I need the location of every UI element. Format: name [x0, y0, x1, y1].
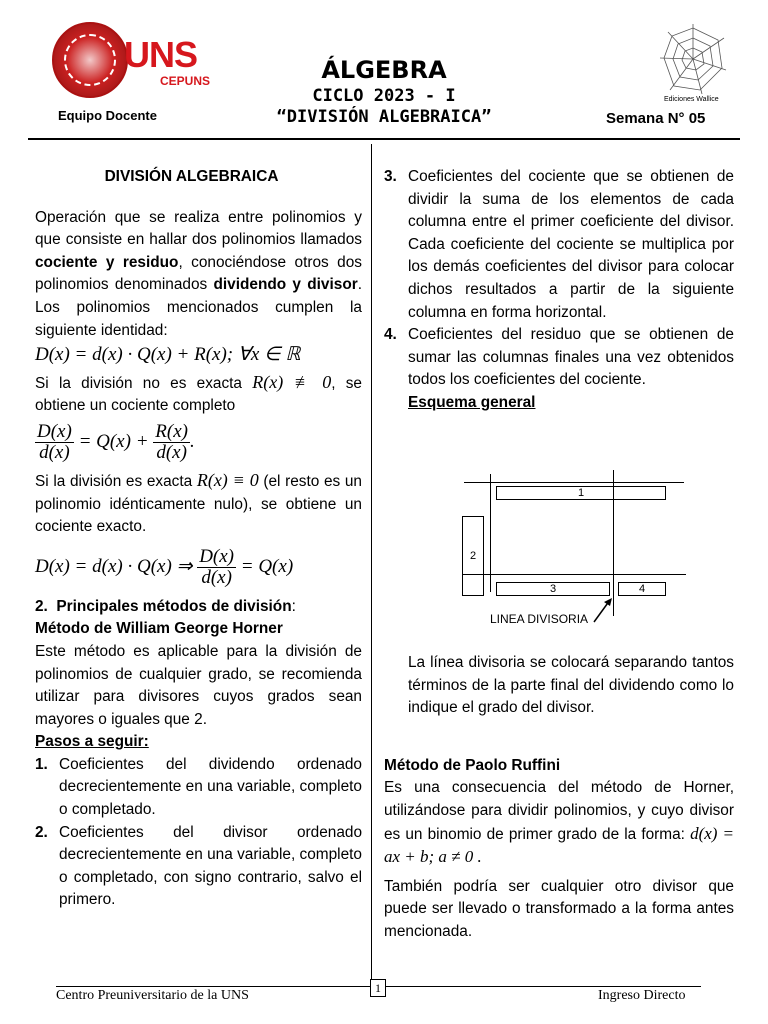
- exact-text-2: (el resto es un polinomio idénticamente nulo), se obtiene un cociente exacto.: [35, 472, 362, 536]
- right-column: [384, 166, 734, 415]
- quotient-term: = Q(x) +: [78, 430, 149, 452]
- frac-divisor: d(x): [156, 441, 187, 463]
- step-4-text: Coeficientes del residuo que se obtienen de sumar las columnas finales una vez obtenidos todos los coeficientes del cociente.: [408, 326, 734, 389]
- exact-fraction: [197, 547, 236, 588]
- step-2-text: Coeficientes del divisor ordenado decrecientemente en una variable, completo o completado, con signo contrario, salvo el primero.: [59, 823, 362, 909]
- frac-denominator: d(x): [39, 441, 70, 463]
- fraction-D-over-d: [35, 422, 74, 463]
- week-label: Semana N° 05: [606, 110, 706, 127]
- ruffini-extra: También podría ser cualquier otro divisor que puede ser llevado o transformado a la forma antes mencionada.: [384, 877, 734, 940]
- page-number: 1: [370, 979, 386, 997]
- team-label: Equipo Docente: [58, 108, 157, 123]
- exact-text: Si la división es exacta: [35, 472, 197, 490]
- spider-web-logo: [658, 20, 728, 98]
- inexact-paragraph: [35, 371, 362, 418]
- left-column: [35, 166, 362, 912]
- sub-brand: CEPUNS: [160, 74, 211, 88]
- exact-eq-right: = Q(x): [240, 555, 294, 577]
- divisor-line-text: La línea divisoria se colocará separando tantos términos de la parte final del dividendo como lo indique el grado del divisor.: [408, 654, 734, 717]
- ruffini-text-body: Es una consecuencia del método de Horner, utilizándose para dividir polinomios, y cuyo divisor es un binomio de primer grado de la forma:: [384, 779, 734, 843]
- step-2: 2. Coeficientes del divisor ordenado decrecientemente en una variable, completo o completado, con signo contrario, salvo el primero.: [35, 823, 362, 909]
- methods-title: Principales métodos de división: [56, 597, 292, 615]
- step-1-text: Coeficientes del dividendo ordenado decrecientemente en una variable, completo o completado.: [59, 755, 362, 819]
- box-4: 4: [618, 582, 666, 596]
- methods-number: 2.: [35, 597, 48, 615]
- horner-text: Este método es aplicable para la división de polinomios de cualquier grado, se recomienda utilizar para divisores cuyos grados sean mayores o iguales que 2.: [35, 642, 362, 728]
- intro-bold-quotient: cociente y residuo: [35, 253, 179, 271]
- methods-heading: [35, 596, 362, 619]
- box-2: 2: [462, 516, 484, 596]
- footer-right: Ingreso Directo: [598, 988, 686, 1003]
- horner-title: Método de William George Horner: [35, 620, 283, 638]
- box-3: 3: [496, 582, 610, 596]
- intro-paragraph: [35, 207, 362, 343]
- ruffini-formula: d(x) = ax + b; a ≠ 0 .: [384, 823, 735, 867]
- identity-equation: D(x) = d(x) · Q(x) + R(x); ∀x ∈ ℝ: [35, 344, 301, 366]
- diagram-bottom-line: [462, 574, 686, 575]
- right-column-lower: [384, 652, 734, 944]
- inexact-fraction-equation: $\frac{D(x)}{d(x)}$ = Q(x) + $\frac{R(x)}{d(x)}$ .: [37, 420, 195, 463]
- page-title: ÁLGEBRA: [321, 56, 447, 84]
- fraction-R-over-d: [153, 422, 190, 463]
- inexact-text: Si la división no es exacta: [35, 374, 253, 392]
- header-divider: [28, 138, 740, 140]
- step-3-text: Coeficientes del cociente que se obtienen de dividir la suma de los elementos de cada columna entre el primer coeficiente del divisor. Cada coeficiente del cociente se multiplica por los demás coeficientes del divisor para colocar dichos resultados a partir de la siguiente columna en forma horizontal.: [408, 168, 734, 321]
- column-divider: [371, 144, 372, 994]
- footer-left: Centro Preuniversitario de la UNS: [56, 988, 249, 1003]
- methods-colon: :: [291, 597, 296, 615]
- exact-condition: R(x) ≡ 0: [196, 469, 259, 490]
- intro-bold-dividend: dividendo y divisor: [213, 276, 358, 294]
- inexact-text-2: , se obtiene un cociente completo: [35, 374, 362, 415]
- section-heading: DIVISIÓN ALGEBRAICA: [104, 168, 279, 185]
- frac-remainder: R(x): [155, 420, 188, 442]
- arrow-icon: [590, 596, 620, 626]
- ruffini-text: [384, 777, 734, 869]
- step-1: 1. Coeficientes del dividendo ordenado decrecientemente en una variable, completo o completado.: [35, 755, 362, 819]
- diagram-top-line: [464, 482, 684, 483]
- ruffini-title: Método de Paolo Ruffini: [384, 756, 561, 774]
- intro-text-2: , conociéndose otros dos polinomios denominados: [35, 253, 362, 294]
- frac-numerator: D(x): [37, 420, 72, 442]
- publisher-caption: Ediciones Wallice: [664, 96, 719, 103]
- scheme-title: Esquema general: [408, 393, 536, 411]
- exact-eq-left: D(x) = d(x) · Q(x) ⇒: [35, 555, 193, 577]
- horner-scheme-diagram: [440, 470, 690, 630]
- exact-frac-den: d(x): [201, 566, 232, 588]
- step-3: 3. Coeficientes del cociente que se obtienen de dividir la suma de los elementos de cada columna entre el primer coeficiente del divisor. Cada coeficiente del cociente se multiplica por los demás coeficientes del divisor para colocar dichos resultados a partir de la siguiente columna en forma horizontal.: [384, 168, 734, 321]
- brand-name: UNS: [124, 34, 198, 75]
- box-1: 1: [496, 486, 666, 500]
- cycle-label: CICLO 2023 - I: [312, 86, 456, 106]
- intro-text: Operación que se realiza entre polinomios y que consiste en hallar dos polinomios llamados: [35, 208, 362, 249]
- intro-text-3: . Los polinomios mencionados cumplen la siguiente identidad:: [35, 276, 362, 339]
- divisor-line-label: LINEA DIVISORIA: [490, 612, 589, 626]
- step-4: 4. Coeficientes del residuo que se obtienen de sumar las columnas finales una vez obtenidos todos los coeficientes del cociente.: [384, 326, 734, 389]
- exact-paragraph: [35, 469, 362, 539]
- inexact-condition: R(x) ≢ 0: [252, 371, 332, 392]
- steps-title: Pasos a seguir:: [35, 733, 149, 751]
- topic-label: “DIVISIÓN ALGEBRAICA”: [276, 107, 492, 127]
- exact-equation: [35, 547, 362, 588]
- exact-frac-num: D(x): [199, 545, 235, 567]
